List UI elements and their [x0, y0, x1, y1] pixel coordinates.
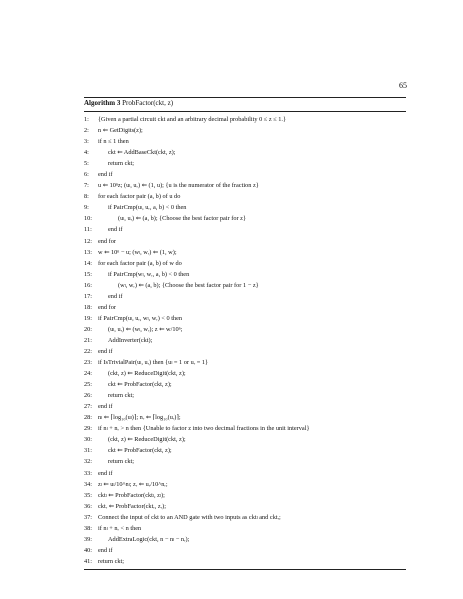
caption-rule	[84, 111, 406, 112]
algorithm-line	[84, 125, 406, 136]
algorithm-line	[84, 202, 406, 213]
algorithm-line	[84, 114, 406, 125]
algorithm-line	[84, 412, 406, 423]
line-text: (ckt, z) ⇐ ReduceDigit(ckt, z);	[108, 370, 186, 378]
line-number: 28:	[84, 414, 93, 422]
algorithm-line	[84, 468, 406, 479]
algorithm-line	[84, 434, 406, 445]
line-number: 5:	[84, 160, 89, 168]
algorithm-line	[84, 545, 406, 556]
algorithm-title: ProbFactor(ckt, z)	[122, 99, 174, 107]
line-text: Connect the input of ckt to an AND gate with two inputs as cktₗ and cktᵣ;	[98, 513, 281, 521]
line-number: 10:	[84, 215, 93, 223]
line-text: (uₗ, uᵣ) ⇐ (a, b); {Choose the best factor pair for z}	[118, 215, 246, 223]
line-text: zₗ ⇐ uₗ/10^nₗ; zᵣ ⇐ uᵣ/10^nᵣ;	[98, 480, 168, 488]
line-number: 24:	[84, 370, 93, 378]
line-text: return ckt;	[108, 458, 135, 466]
line-number: 21:	[84, 336, 93, 344]
line-text: ckt ⇐ ProbFactor(ckt, z);	[108, 447, 172, 455]
algorithm-line	[84, 357, 406, 368]
line-text: ckt ⇐ AddBaseCkt(ckt, z);	[108, 149, 176, 157]
page-number: 65	[399, 81, 407, 90]
line-number: 41:	[84, 557, 93, 565]
algorithm-line	[84, 269, 406, 280]
line-text: if nₗ + nᵣ > n then {Unable to factor z into two decimal fractions in the unit interval}	[98, 425, 310, 433]
line-number: 23:	[84, 359, 93, 367]
line-text: n ⇐ GetDigits(z);	[98, 127, 143, 135]
line-number: 25:	[84, 381, 93, 389]
line-number: 15:	[84, 270, 93, 278]
line-number: 38:	[84, 524, 93, 532]
line-number: 39:	[84, 535, 93, 543]
line-number: 22:	[84, 347, 93, 355]
algorithm-line	[84, 390, 406, 401]
algorithm-line	[84, 523, 406, 534]
algorithm-lines	[84, 114, 406, 567]
line-text: end if	[98, 403, 113, 411]
line-text: (wₗ, wᵣ) ⇐ (a, b); {Choose the best factor pair for 1 − z}	[118, 281, 259, 289]
algorithm-line	[84, 534, 406, 545]
line-text: AddInverter(ckt);	[108, 336, 153, 344]
line-number: 3:	[84, 138, 89, 146]
algorithm-line	[84, 213, 406, 224]
line-number: 31:	[84, 447, 93, 455]
algorithm-line	[84, 158, 406, 169]
line-number: 37:	[84, 513, 93, 521]
line-number: 33:	[84, 469, 93, 477]
algorithm-caption	[84, 98, 406, 109]
line-number: 16:	[84, 281, 93, 289]
line-text: (ckt, z) ⇐ ReduceDigit(ckt, z);	[108, 436, 186, 444]
line-text: end for	[98, 237, 117, 245]
line-text: if IsTrivialPair(uₗ, uᵣ) then {uₗ = 1 or uᵣ = 1}	[98, 359, 209, 367]
algorithm-line	[84, 224, 406, 235]
algorithm-line	[84, 479, 406, 490]
line-text: if PairCmp(uₗ, uᵣ, wₗ, wᵣ) < 0 then	[98, 314, 183, 322]
algorithm-line	[84, 346, 406, 357]
line-text: for each factor pair (a, b) of u do	[98, 193, 181, 201]
algorithm-line	[84, 136, 406, 147]
line-number: 32:	[84, 458, 93, 466]
line-number: 8:	[84, 193, 89, 201]
algorithm-line	[84, 313, 406, 324]
line-number: 6:	[84, 171, 89, 179]
line-number: 11:	[84, 226, 92, 234]
algorithm-box	[84, 97, 406, 570]
line-text: return ckt;	[98, 557, 125, 565]
line-number: 20:	[84, 325, 93, 333]
line-text: if nₗ + nᵣ < n then	[98, 524, 142, 532]
algorithm-line	[84, 445, 406, 456]
line-text: end if	[108, 292, 123, 300]
algorithm-line	[84, 512, 406, 523]
line-text: for each factor pair (a, b) of w do	[98, 259, 182, 267]
algorithm-line	[84, 456, 406, 467]
line-number: 4:	[84, 149, 89, 157]
line-text: if PairCmp(uₗ, uᵣ, a, b) < 0 then	[108, 204, 187, 212]
line-text: if PairCmp(wₗ, wᵣ, a, b) < 0 then	[108, 270, 190, 278]
line-number: 13:	[84, 248, 93, 256]
algorithm-line	[84, 324, 406, 335]
algorithm-line	[84, 236, 406, 247]
line-text: return ckt;	[108, 392, 135, 400]
algorithm-line	[84, 191, 406, 202]
algorithm-line	[84, 423, 406, 434]
algorithm-label: Algorithm 3	[84, 99, 121, 107]
algorithm-line	[84, 169, 406, 180]
line-number: 12:	[84, 237, 93, 245]
algorithm-line	[84, 379, 406, 390]
line-text: ckt ⇐ ProbFactor(ckt, z);	[108, 381, 172, 389]
line-number: 29:	[84, 425, 93, 433]
line-text: nₗ ⇐ ⌈log₁₀(uₗ)⌉; nᵣ ⇐ ⌈log₁₀(uᵣ)⌉;	[98, 414, 181, 422]
algorithm-line	[84, 501, 406, 512]
line-number: 18:	[84, 303, 93, 311]
algorithm-line	[84, 368, 406, 379]
algorithm-line	[84, 258, 406, 269]
line-text: (uₗ, uᵣ) ⇐ (wₗ, wᵣ); z ⇐ w/10ⁿ;	[108, 325, 183, 333]
algorithm-line	[84, 247, 406, 258]
line-number: 26:	[84, 392, 93, 400]
bottom-rule	[84, 569, 406, 570]
line-text: end if	[98, 171, 113, 179]
line-number: 34:	[84, 480, 93, 488]
line-text: AddExtraLogic(ckt, n − nₗ − nᵣ);	[108, 535, 190, 543]
line-number: 9:	[84, 204, 89, 212]
line-text: u ⇐ 10ⁿz; (uₗ, uᵣ) ⇐ (1, u); {u is the numerator of the fraction z}	[98, 182, 259, 190]
line-number: 40:	[84, 546, 93, 554]
line-text: if n ≤ 1 then	[98, 138, 129, 146]
line-text: cktᵣ ⇐ ProbFactor(cktᵣ, zᵣ);	[98, 502, 167, 510]
algorithm-line	[84, 490, 406, 501]
line-number: 17:	[84, 292, 93, 300]
line-number: 30:	[84, 436, 93, 444]
line-text: end if	[98, 347, 113, 355]
line-text: w ⇐ 10ⁿ − u; (wₗ, wᵣ) ⇐ (1, w);	[98, 248, 177, 256]
algorithm-line	[84, 280, 406, 291]
line-number: 36:	[84, 502, 93, 510]
algorithm-line	[84, 401, 406, 412]
line-text: end if	[98, 469, 113, 477]
line-number: 7:	[84, 182, 89, 190]
algorithm-line	[84, 302, 406, 313]
algorithm-line	[84, 147, 406, 158]
line-number: 14:	[84, 259, 93, 267]
algorithm-line	[84, 556, 406, 567]
algorithm-line	[84, 291, 406, 302]
line-number: 27:	[84, 403, 93, 411]
line-number: 1:	[84, 116, 89, 123]
line-number: 35:	[84, 491, 93, 499]
line-number: 2:	[84, 127, 89, 135]
algorithm-line	[84, 335, 406, 346]
line-text: end if	[108, 226, 123, 234]
line-text: return ckt;	[108, 160, 135, 168]
line-number: 19:	[84, 314, 93, 322]
line-text: {Given a partial circuit ckt and an arbitrary decimal probability 0 ≤ z ≤ 1.}	[98, 116, 286, 123]
algorithm-line	[84, 180, 406, 191]
line-text: end if	[98, 546, 113, 554]
line-text: cktₗ ⇐ ProbFactor(cktₗ, zₗ);	[98, 491, 165, 499]
line-text: end for	[98, 303, 117, 311]
